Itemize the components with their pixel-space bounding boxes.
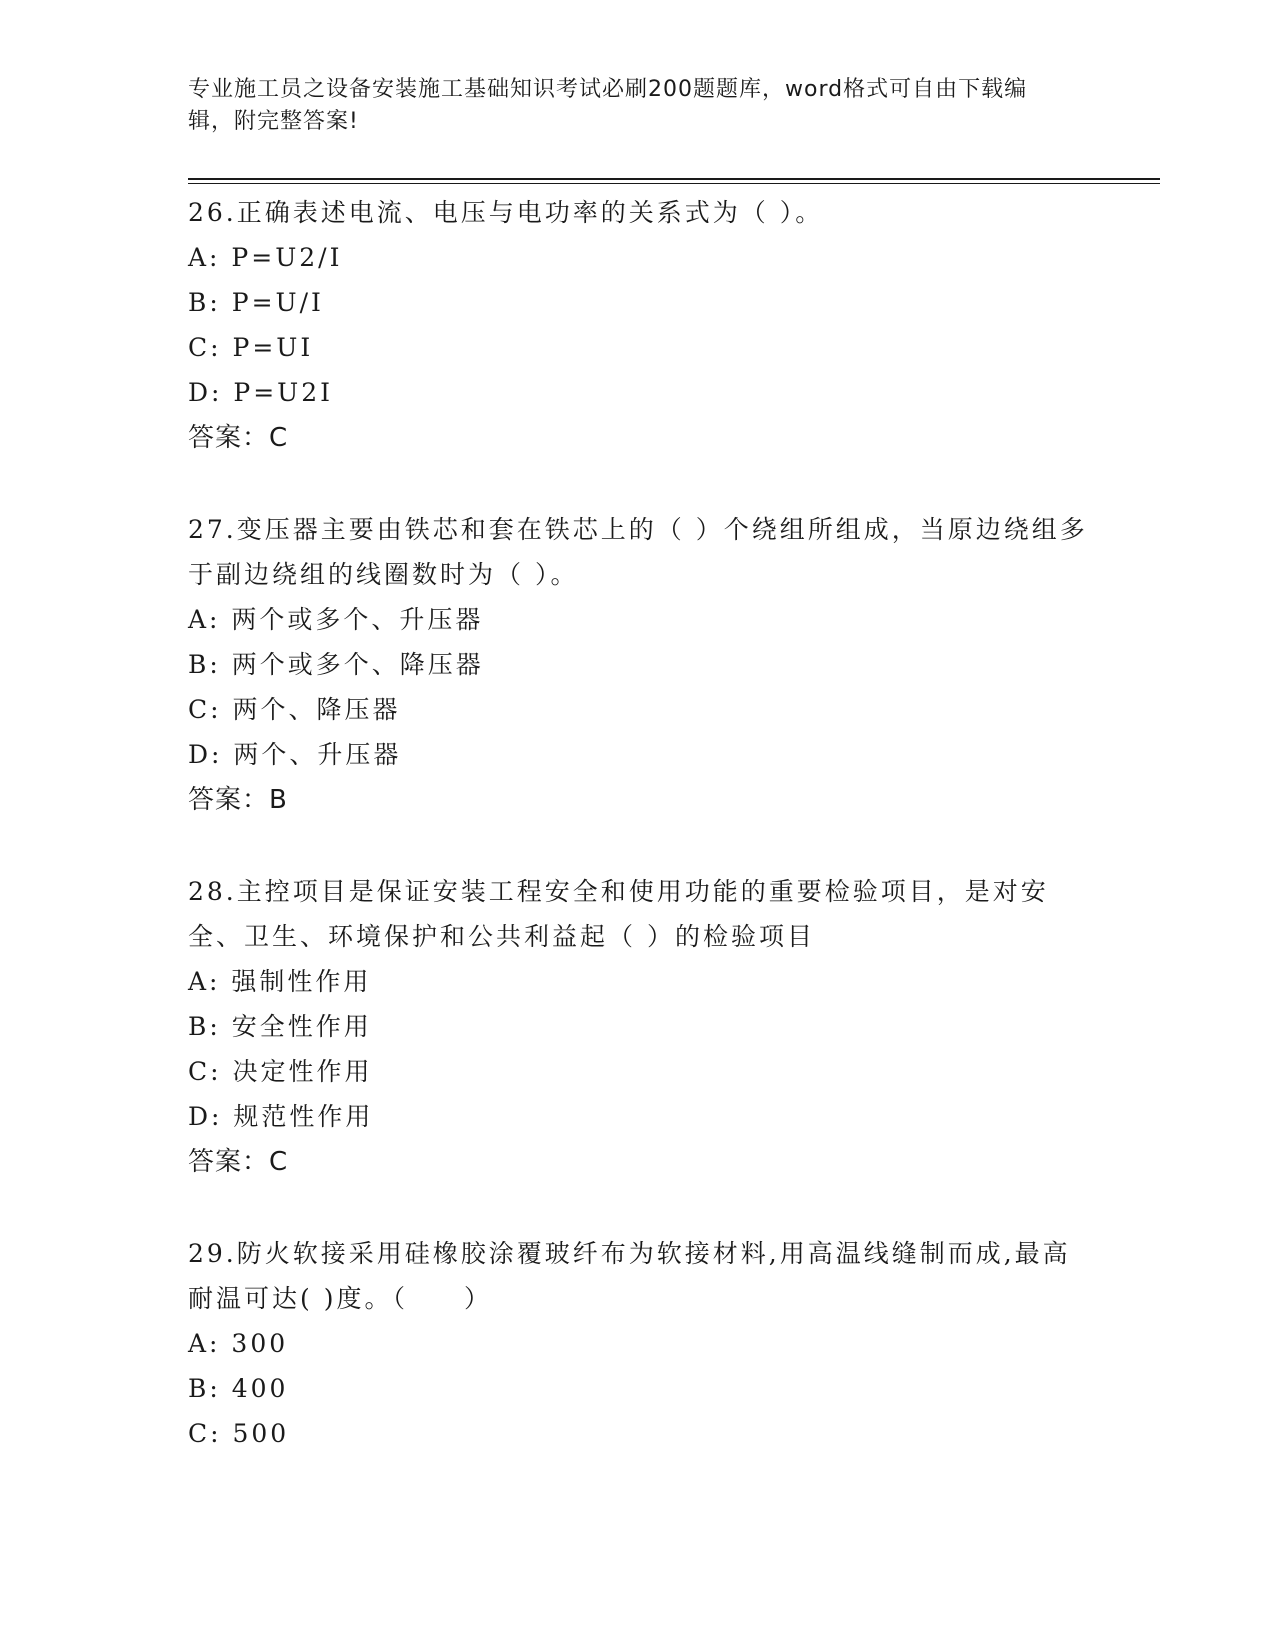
question-stem: 29.防火软接采用硅橡胶涂覆玻纤布为软接材料,用高温线缝制而成,最高耐温可达( )度。（ ） xyxy=(188,1239,1071,1313)
question-list xyxy=(188,190,1088,1502)
option-c: C: 两个、降压器 xyxy=(188,695,401,724)
option-d: D: 规范性作用 xyxy=(188,1102,374,1131)
option-c: C: 决定性作用 xyxy=(188,1057,373,1086)
option-a: A: 300 xyxy=(188,1329,289,1358)
option-d: D: 两个、升压器 xyxy=(188,740,402,769)
option-d: D: P=U2I xyxy=(188,378,334,407)
document-header: 专业施工员之设备安装施工基础知识考试必刷200题题库，word格式可自由下载编辑，附完整答案! xyxy=(188,77,1028,134)
option-b: B: 400 xyxy=(188,1374,289,1403)
answer: 答案：B xyxy=(188,785,288,815)
question-26 xyxy=(188,190,1088,461)
question-stem: 27.变压器主要由铁芯和套在铁芯上的（ ）个绕组所组成，当原边绕组多于副边绕组的线圈数时为（ ）。 xyxy=(188,515,1088,589)
option-b: B: 安全性作用 xyxy=(188,1012,372,1041)
answer: 答案：C xyxy=(188,423,289,453)
question-27 xyxy=(188,507,1088,823)
option-b: B: 两个或多个、降压器 xyxy=(188,650,484,679)
question-28 xyxy=(188,869,1088,1185)
question-stem: 26.正确表述电流、电压与电功率的关系式为（ ）。 xyxy=(188,198,824,227)
option-c: C: P=UI xyxy=(188,333,314,362)
option-c: C: 500 xyxy=(188,1419,290,1448)
option-a: A: 两个或多个、升压器 xyxy=(188,605,484,634)
option-b: B: P=U/I xyxy=(188,288,324,317)
header-rule-top xyxy=(188,178,1160,180)
answer: 答案：C xyxy=(188,1147,289,1177)
option-a: A: 强制性作用 xyxy=(188,967,372,996)
question-stem: 28.主控项目是保证安装工程安全和使用功能的重要检验项目，是对安全、卫生、环境保护和公共利益起（ ）的检验项目 xyxy=(188,877,1049,951)
option-a: A: P=U2/I xyxy=(188,243,343,272)
header-rule-bottom xyxy=(188,183,1160,184)
question-29 xyxy=(188,1231,1088,1456)
